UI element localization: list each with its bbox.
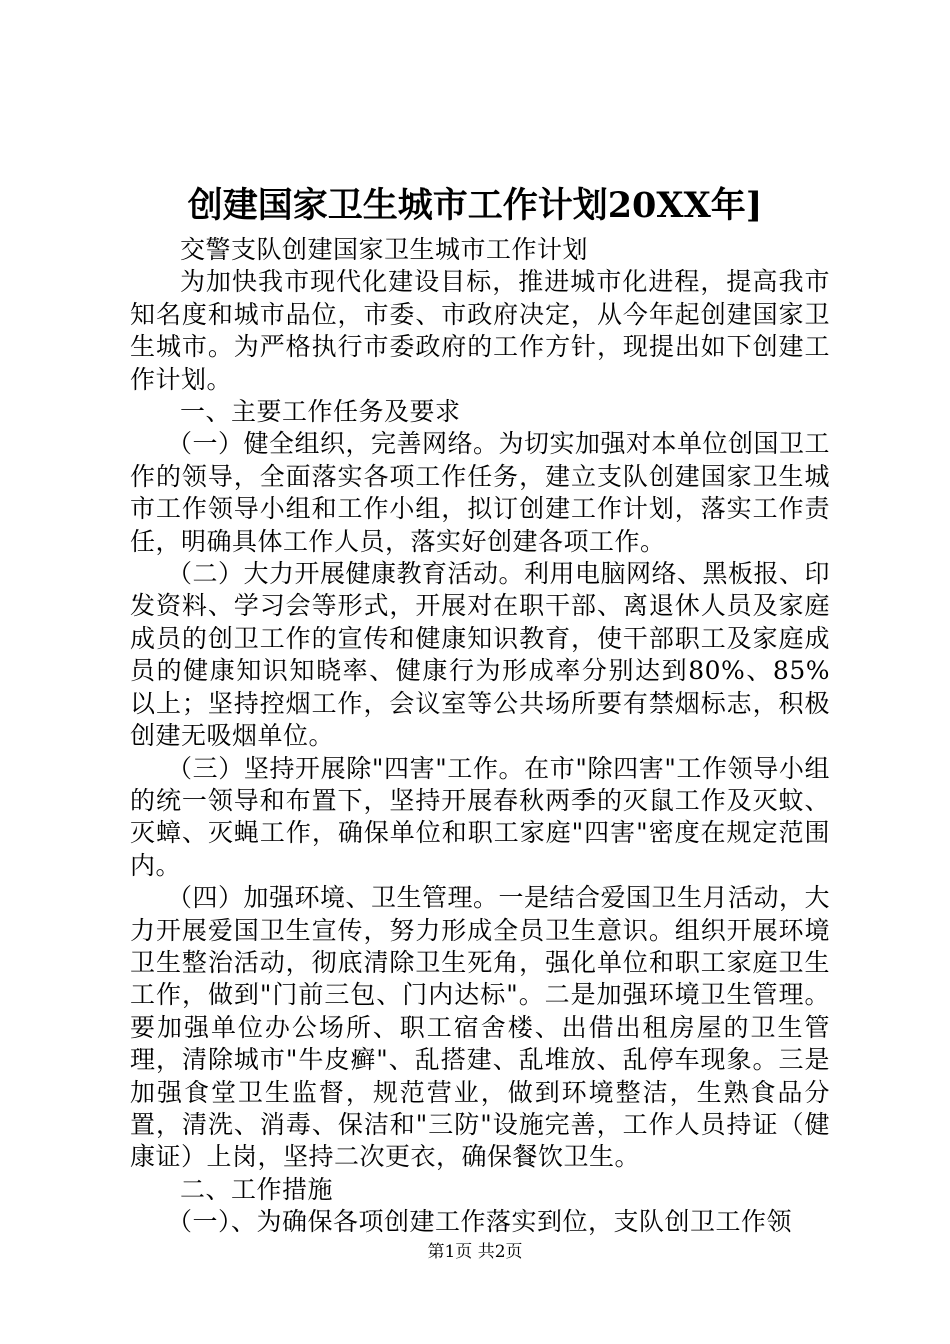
intro-paragraph: 为加快我市现代化建设目标，推进城市化进程，提高我市知名度和城市品位，市委、市政府决定，从今年起创建国家卫生城市。为严格执行市委政府的工作方针，现提出如下创建工作计划。 <box>130 267 830 394</box>
page-number-footer: 第1页 共2页 <box>427 1242 523 1262</box>
section-heading-2: 二、工作措施 <box>180 1174 334 1204</box>
measure-paragraph-1: （一）、为确保各项创建工作落实到位，支队创卫工作领 <box>167 1207 793 1237</box>
item-paragraph-1: （一）健全组织，完善网络。为切实加强对本单位创国卫工作的领导，全面落实各项工作任务，建立支队创建国家卫生城市工作领导小组和工作小组，拟订创建工作计划，落实工作责任，明确具体工作人员，落实好创建各项工作。 <box>130 429 831 556</box>
subtitle-paragraph: 交警支队创建国家卫生城市工作计划 <box>180 235 589 264</box>
document-title: 创建国家卫生城市工作计划20XX年] <box>187 185 763 226</box>
item-paragraph-2: （二）大力开展健康教育活动。利用电脑网络、黑板报、印发资料、学习会等形式，开展对在职干部、离退休人员及家庭成员的创卫工作的宣传和健康知识教育，使干部职工及家庭成员的健康知识知晓率、健康行为形成率分别达到80%、85%以上；坚持控烟工作，会议室等公共场所要有禁烟标志，积极创建无吸烟单位。 <box>130 559 831 751</box>
section-heading-1: 一、主要工作任务及要求 <box>180 397 461 427</box>
item-paragraph-4: （四）加强环境、卫生管理。一是结合爱国卫生月活动，大力开展爱国卫生宣传，努力形成全员卫生意识。组织开展环境卫生整治活动，彻底清除卫生死角，强化单位和职工家庭卫生工作，做到"门前三包、门内达标"。二是加强环境卫生管理。要加强单位办公场所、职工宿舍楼、出借出租房屋的卫生管理，清除城市"牛皮癣"、乱搭建、乱堆放、乱停车现象。三是加强食堂卫生监督，规范营业，做到环境整洁，生熟食品分置，清洗、消毒、保洁和"三防"设施完善，工作人员持证（健康证）上岗，坚持二次更衣，确保餐饮卫生。 <box>130 883 831 1172</box>
document-body <box>130 234 830 1239</box>
item-paragraph-3: （三）坚持开展除"四害"工作。在市"除四害"工作领导小组的统一领导和布置下，坚持开展春秋两季的灭鼠工作及灭蚊、灭蟑、灭蝇工作，确保单位和职工家庭"四害"密度在规定范围内。 <box>130 753 830 880</box>
